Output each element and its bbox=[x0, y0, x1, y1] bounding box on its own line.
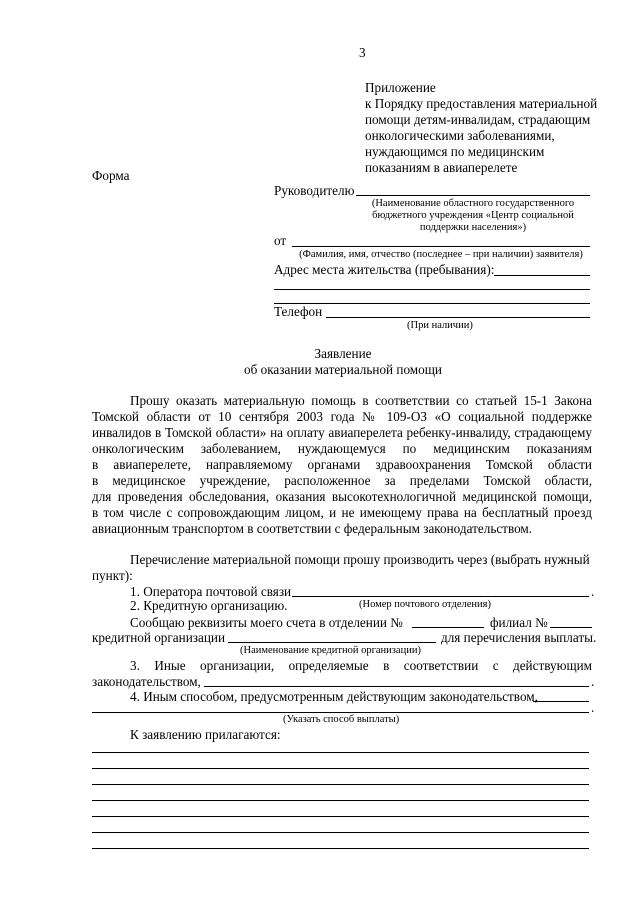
page-number: 3 bbox=[359, 45, 366, 60]
other-method-input-line[interactable] bbox=[533, 701, 589, 702]
credit-org-purpose: для перечисления выплаты. bbox=[441, 630, 597, 645]
option-other-organizations: 3. Иные организации, определяемые в соответствии с действующим bbox=[130, 658, 592, 673]
attachment-input-line[interactable] bbox=[92, 816, 589, 817]
appendix-line: показаниям в авиаперелете bbox=[365, 160, 518, 175]
body-line: Томской области от 10 сентября 2003 года № 109-ОЗ «О социальной поддержке bbox=[92, 409, 592, 424]
address-input-line[interactable] bbox=[494, 275, 590, 276]
address-input-line[interactable] bbox=[274, 289, 590, 290]
attachment-input-line[interactable] bbox=[92, 848, 589, 849]
attachment-input-line[interactable] bbox=[92, 752, 589, 753]
item4-period: . bbox=[591, 700, 595, 715]
body-line: в том числе с сопровождающим лицом, и не имеющему права на бесплатный проезд bbox=[92, 505, 592, 520]
appendix-line: Приложение bbox=[365, 80, 436, 95]
phone-label: Телефон bbox=[274, 304, 323, 319]
body-line: для проведения обследования, оказания высокотехнологичной медицинской помощи, bbox=[92, 489, 592, 504]
head-label: Руководителю bbox=[274, 183, 355, 198]
form-label: Форма bbox=[92, 168, 130, 183]
item3-period: . bbox=[591, 674, 595, 689]
other-organization-input-line[interactable] bbox=[204, 686, 589, 687]
head-hint: (Наименование областного государственного bbox=[371, 198, 575, 209]
branch-label: филиал № bbox=[490, 615, 548, 630]
body-line: онкологическим заболеванием, нуждающемуся по медицинским показаниям bbox=[92, 441, 592, 456]
from-label: от bbox=[274, 233, 287, 248]
document-title: Заявление bbox=[314, 346, 372, 361]
credit-org-hint: (Наименование кредитной организации) bbox=[240, 645, 421, 656]
body-line: инвалидов в Томской области» на оплату авиаперелета ребенку-инвалиду, страдающему bbox=[92, 425, 592, 440]
department-number-input-line[interactable] bbox=[412, 627, 484, 628]
postal-office-input-line[interactable] bbox=[292, 596, 589, 597]
body-line: авиационным транспортом в соответствии с федеральным законодательством. bbox=[92, 521, 533, 536]
appendix-line: к Порядку предоставления материальной bbox=[365, 96, 598, 111]
address-label: Адрес места жительства (пребывания): bbox=[274, 262, 495, 277]
appendix-line: нуждающимся по медицинским bbox=[365, 144, 545, 159]
postal-office-hint: (Номер почтового отделения) bbox=[359, 599, 491, 610]
credit-org-input-line[interactable] bbox=[228, 642, 436, 643]
appendix-line: помощи детям-инвалидам, страдающим bbox=[365, 112, 591, 127]
head-input-line[interactable] bbox=[356, 195, 590, 196]
option-postal-operator: 1. Оператора почтовой связи bbox=[130, 584, 292, 599]
attachment-input-line[interactable] bbox=[92, 768, 589, 769]
phone-hint: (При наличии) bbox=[407, 320, 473, 331]
attachment-input-line[interactable] bbox=[92, 832, 589, 833]
from-input-line[interactable] bbox=[292, 246, 590, 247]
phone-input-line[interactable] bbox=[326, 317, 590, 318]
account-details-label: Сообщаю реквизиты моего счета в отделении № bbox=[130, 615, 403, 630]
from-hint: (Фамилия, имя, отчество (последнее – при наличии) заявителя) bbox=[299, 249, 583, 260]
attachment-input-line[interactable] bbox=[92, 800, 589, 801]
attachments-label: К заявлению прилагаются: bbox=[130, 727, 281, 742]
body-line: Прошу оказать материальную помощь в соответствии со статьей 15-1 Закона bbox=[130, 393, 592, 408]
document-subtitle: об оказании материальной помощи bbox=[244, 362, 442, 377]
branch-number-input-line[interactable] bbox=[550, 627, 592, 628]
option-credit-organization: 2. Кредитную организацию. bbox=[130, 598, 288, 613]
other-method-hint: (Указать способ выплаты) bbox=[283, 714, 400, 725]
body-line: в авиаперелете, направляемому органами здравоохранения Томской области bbox=[92, 457, 592, 472]
head-hint: бюджетного учреждения «Центр социальной bbox=[372, 210, 574, 221]
appendix-line: онкологическими заболеваниями, bbox=[365, 128, 555, 143]
item1-period: . bbox=[591, 584, 595, 599]
option-other-method: 4. Иным способом, предусмотренным действующим законодательством, bbox=[130, 689, 538, 704]
transfer-intro: Перечисление материальной помощи прошу производить через (выбрать нужный bbox=[130, 552, 590, 567]
credit-org-label: кредитной организации bbox=[92, 630, 226, 645]
head-hint: поддержки населения») bbox=[419, 222, 527, 233]
attachment-input-line[interactable] bbox=[92, 784, 589, 785]
body-line: в медицинское учреждение, расположенное за пределами Томской области, bbox=[92, 473, 592, 488]
option-other-organizations-cont: законодательством, bbox=[92, 674, 201, 689]
transfer-intro: пункт): bbox=[92, 568, 133, 583]
